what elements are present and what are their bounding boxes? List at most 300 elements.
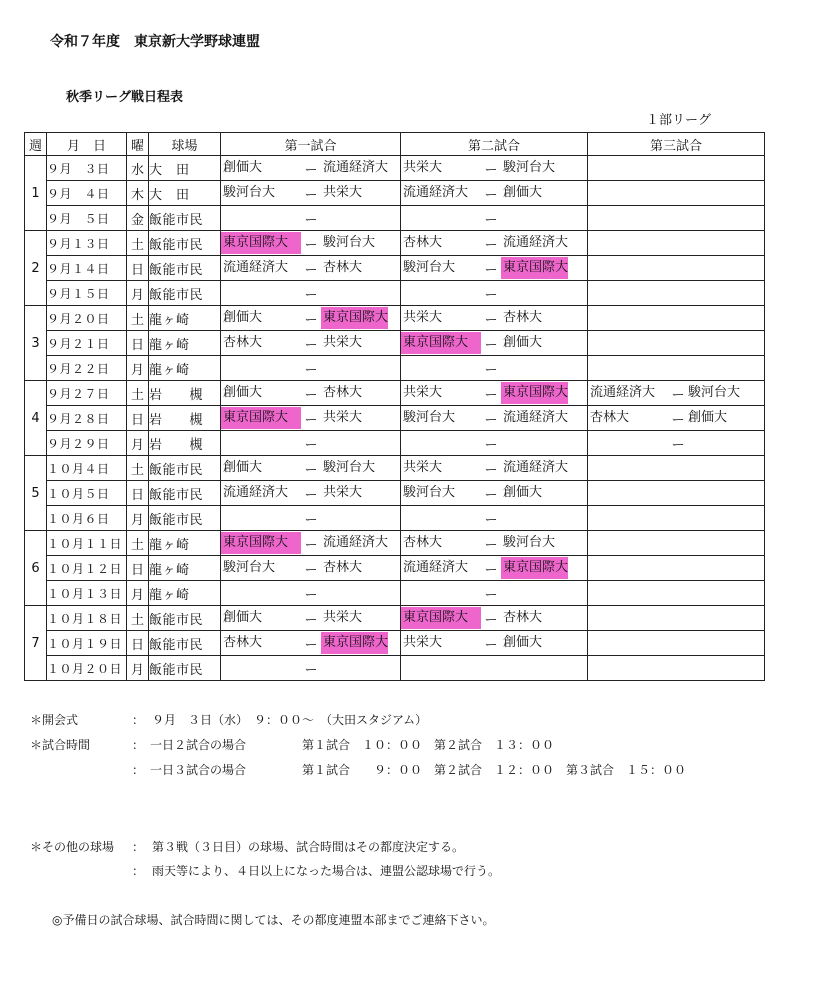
game-cell-game3 bbox=[588, 531, 765, 556]
three-games-times: 第１試合 ９：００ 第２試合 １２：００ 第３試合 １５：００ bbox=[302, 763, 687, 777]
week-number: 2 bbox=[25, 231, 47, 306]
day-of-week: 木 bbox=[127, 181, 149, 206]
team-home: 東京国際大 bbox=[221, 232, 301, 254]
game-cell-game3 bbox=[588, 556, 765, 581]
matchup bbox=[588, 406, 764, 430]
game-cell-game2 bbox=[401, 656, 588, 681]
versus-dash: ー bbox=[304, 162, 318, 178]
versus-dash: ー bbox=[484, 562, 498, 578]
match-date: ９月 ５日 bbox=[47, 206, 127, 231]
team-away: 駿河台大 bbox=[323, 460, 376, 475]
table-row bbox=[25, 531, 765, 556]
matchup bbox=[401, 631, 587, 655]
versus-dash: ー bbox=[671, 387, 685, 403]
team-home: 共栄大 bbox=[403, 635, 443, 650]
matchup bbox=[221, 581, 400, 605]
matchup bbox=[588, 381, 764, 405]
game-cell-game1 bbox=[221, 231, 401, 256]
game-cell-game1 bbox=[221, 356, 401, 381]
team-home: 駿河台大 bbox=[403, 410, 456, 425]
other-venue-text-2: 雨天等により、４日以上になった場合は、連盟公認球場で行う。 bbox=[152, 864, 501, 878]
team-away bbox=[321, 582, 323, 604]
match-date: １０月４日 bbox=[47, 456, 127, 481]
game-cell-game3 bbox=[588, 631, 765, 656]
versus-dash: ー bbox=[304, 487, 318, 503]
matchup bbox=[401, 481, 587, 505]
versus-dash: ー bbox=[304, 387, 318, 403]
three-games-label: 一日３試合の場合 bbox=[150, 763, 247, 777]
versus-dash: ー bbox=[304, 637, 318, 653]
team-home: 共栄大 bbox=[403, 385, 443, 400]
day-of-week: 土 bbox=[127, 606, 149, 631]
colon: ： bbox=[132, 864, 145, 878]
game-cell-game3 bbox=[588, 431, 765, 456]
day-of-week: 月 bbox=[127, 506, 149, 531]
versus-dash: ー bbox=[304, 337, 318, 353]
versus-dash: ー bbox=[484, 312, 498, 328]
venue: 大 田 bbox=[149, 181, 221, 206]
schedule-subtitle: 秋季リーグ戦日程表 bbox=[66, 90, 184, 105]
matchup bbox=[221, 156, 400, 180]
game-cell-game1 bbox=[221, 581, 401, 606]
table-row bbox=[25, 331, 765, 356]
versus-dash: ー bbox=[484, 612, 498, 628]
team-home: 流通経済大 bbox=[590, 385, 656, 400]
versus-dash: ー bbox=[304, 587, 318, 603]
venue: 龍ヶ崎 bbox=[149, 356, 221, 381]
header-game1: 第一試合 bbox=[221, 133, 401, 156]
versus-dash: ー bbox=[304, 562, 318, 578]
team-away: 共栄大 bbox=[323, 485, 363, 500]
team-away bbox=[321, 507, 323, 529]
header-date: 月 日 bbox=[47, 133, 127, 156]
team-home: 創価大 bbox=[223, 310, 263, 325]
team-home bbox=[221, 432, 301, 454]
matchup bbox=[401, 431, 587, 455]
match-date: １０月５日 bbox=[47, 481, 127, 506]
venue: 飯能市民 bbox=[149, 631, 221, 656]
header-venue: 球場 bbox=[149, 133, 221, 156]
team-away: 駿河台大 bbox=[688, 385, 741, 400]
versus-dash: ー bbox=[484, 162, 498, 178]
versus-dash: ー bbox=[304, 537, 318, 553]
day-of-week: 日 bbox=[127, 331, 149, 356]
venue: 岩 槻 bbox=[149, 431, 221, 456]
versus-dash: ー bbox=[484, 537, 498, 553]
table-row bbox=[25, 256, 765, 281]
team-away: 東京国際大 bbox=[501, 257, 568, 279]
venue: 飯能市民 bbox=[149, 506, 221, 531]
game-cell-game2 bbox=[401, 281, 588, 306]
versus-dash: ー bbox=[484, 487, 498, 503]
week-number: 6 bbox=[25, 531, 47, 606]
versus-dash: ー bbox=[304, 212, 318, 228]
versus-dash: ー bbox=[484, 387, 498, 403]
game-cell-game2 bbox=[401, 256, 588, 281]
game-cell-game2 bbox=[401, 631, 588, 656]
table-row bbox=[25, 456, 765, 481]
matchup bbox=[221, 656, 400, 680]
colon: ： bbox=[132, 713, 145, 727]
versus-dash: ー bbox=[304, 437, 318, 453]
game-cell-game3 bbox=[588, 156, 765, 181]
versus-dash: ー bbox=[484, 412, 498, 428]
team-home: 共栄大 bbox=[403, 310, 443, 325]
versus-dash: ー bbox=[484, 437, 498, 453]
team-away: 創価大 bbox=[688, 410, 728, 425]
table-row bbox=[25, 281, 765, 306]
match-date: １０月６日 bbox=[47, 506, 127, 531]
matchup bbox=[401, 381, 587, 405]
venue: 龍ヶ崎 bbox=[149, 556, 221, 581]
team-away: 東京国際大 bbox=[501, 557, 568, 579]
game-cell-game1 bbox=[221, 206, 401, 231]
game-cell-game1 bbox=[221, 556, 401, 581]
week-number: 4 bbox=[25, 381, 47, 456]
game-cell-game2 bbox=[401, 306, 588, 331]
match-time-label: ＊試合時間 bbox=[30, 738, 91, 752]
table-row bbox=[25, 431, 765, 456]
team-home: 杏林大 bbox=[590, 410, 630, 425]
team-home bbox=[401, 582, 481, 604]
table-row bbox=[25, 656, 765, 681]
game-cell-game3 bbox=[588, 606, 765, 631]
game-cell-game3 bbox=[588, 481, 765, 506]
game-cell-game1 bbox=[221, 306, 401, 331]
game-cell-game3 bbox=[588, 581, 765, 606]
table-row bbox=[25, 181, 765, 206]
matchup bbox=[401, 306, 587, 330]
match-date: ９月２７日 bbox=[47, 381, 127, 406]
game-cell-game1 bbox=[221, 406, 401, 431]
matchup bbox=[221, 306, 400, 330]
team-away: 創価大 bbox=[503, 335, 543, 350]
header-game3: 第三試合 bbox=[588, 133, 765, 156]
team-home: 杏林大 bbox=[223, 635, 263, 650]
game-cell-game1 bbox=[221, 656, 401, 681]
team-home: 杏林大 bbox=[403, 235, 443, 250]
versus-dash: ー bbox=[484, 287, 498, 303]
day-of-week: 月 bbox=[127, 281, 149, 306]
match-date: １０月１１日 bbox=[47, 531, 127, 556]
team-home bbox=[401, 357, 481, 379]
team-away: 流通経済大 bbox=[503, 460, 569, 475]
match-date: ９月 ４日 bbox=[47, 181, 127, 206]
other-venue-text-1: 第３戦（３日目）の球場、試合時間はその都度決定する。 bbox=[152, 840, 465, 854]
game-cell-game3 bbox=[588, 331, 765, 356]
header-game2: 第二試合 bbox=[401, 133, 588, 156]
matchup bbox=[221, 506, 400, 530]
game-cell-game1 bbox=[221, 181, 401, 206]
team-away: 創価大 bbox=[503, 185, 543, 200]
versus-dash: ー bbox=[304, 262, 318, 278]
game-cell-game3 bbox=[588, 381, 765, 406]
team-home: 創価大 bbox=[223, 460, 263, 475]
venue: 龍ヶ崎 bbox=[149, 581, 221, 606]
matchup bbox=[401, 506, 587, 530]
versus-dash: ー bbox=[304, 312, 318, 328]
team-home: 創価大 bbox=[223, 385, 263, 400]
venue: 飯能市民 bbox=[149, 231, 221, 256]
team-away bbox=[501, 282, 503, 304]
team-away bbox=[321, 357, 323, 379]
opening-label: ＊開会式 bbox=[30, 713, 79, 727]
versus-dash: ー bbox=[304, 512, 318, 528]
versus-dash: ー bbox=[484, 512, 498, 528]
matchup bbox=[221, 481, 400, 505]
team-away: 流通経済大 bbox=[323, 160, 389, 175]
team-away bbox=[321, 657, 323, 679]
game-cell-game1 bbox=[221, 606, 401, 631]
game-cell-game1 bbox=[221, 281, 401, 306]
team-home: 創価大 bbox=[223, 160, 263, 175]
team-home: 東京国際大 bbox=[401, 607, 481, 629]
versus-dash: ー bbox=[484, 237, 498, 253]
matchup bbox=[221, 456, 400, 480]
matchup bbox=[221, 631, 400, 655]
team-away: 杏林大 bbox=[503, 610, 543, 625]
versus-dash: ー bbox=[484, 587, 498, 603]
team-home: 流通経済大 bbox=[223, 485, 289, 500]
table-row bbox=[25, 481, 765, 506]
team-home: 駿河台大 bbox=[403, 485, 456, 500]
matchup bbox=[221, 356, 400, 380]
matchup bbox=[588, 431, 764, 455]
team-away: 駿河台大 bbox=[503, 535, 556, 550]
match-date: １０月１９日 bbox=[47, 631, 127, 656]
match-date: ９月２９日 bbox=[47, 431, 127, 456]
team-home: 駿河台大 bbox=[223, 560, 276, 575]
header-day: 曜 bbox=[127, 133, 149, 156]
table-row bbox=[25, 306, 765, 331]
day-of-week: 日 bbox=[127, 406, 149, 431]
matchup bbox=[221, 331, 400, 355]
versus-dash: ー bbox=[671, 437, 685, 453]
venue: 飯能市民 bbox=[149, 606, 221, 631]
team-away: 流通経済大 bbox=[503, 235, 569, 250]
team-away: 東京国際大 bbox=[501, 382, 568, 404]
team-away bbox=[501, 432, 503, 454]
matchup bbox=[401, 456, 587, 480]
matchup bbox=[401, 156, 587, 180]
team-home: 流通経済大 bbox=[403, 185, 469, 200]
matchup bbox=[401, 556, 587, 580]
team-away: 共栄大 bbox=[323, 185, 363, 200]
venue: 龍ヶ崎 bbox=[149, 531, 221, 556]
versus-dash: ー bbox=[304, 362, 318, 378]
team-away: 創価大 bbox=[503, 635, 543, 650]
team-home: 東京国際大 bbox=[221, 532, 301, 554]
game-cell-game3 bbox=[588, 506, 765, 531]
venue: 岩 槻 bbox=[149, 406, 221, 431]
day-of-week: 土 bbox=[127, 306, 149, 331]
team-home bbox=[401, 432, 481, 454]
team-home bbox=[401, 282, 481, 304]
matchup bbox=[221, 231, 400, 255]
game-cell-game1 bbox=[221, 156, 401, 181]
team-home: 駿河台大 bbox=[403, 260, 456, 275]
match-date: ９月１５日 bbox=[47, 281, 127, 306]
versus-dash: ー bbox=[671, 412, 685, 428]
match-date: ９月１３日 bbox=[47, 231, 127, 256]
league-label: １部リーグ bbox=[646, 113, 712, 128]
game-cell-game1 bbox=[221, 331, 401, 356]
matchup bbox=[221, 381, 400, 405]
versus-dash: ー bbox=[304, 187, 318, 203]
team-home: 駿河台大 bbox=[223, 185, 276, 200]
game-cell-game2 bbox=[401, 156, 588, 181]
team-away: 駿河台大 bbox=[323, 235, 376, 250]
game-cell-game3 bbox=[588, 281, 765, 306]
week-number: 7 bbox=[25, 606, 47, 681]
colon: ： bbox=[132, 738, 145, 752]
matchup bbox=[221, 556, 400, 580]
header-week: 週 bbox=[25, 133, 47, 156]
day-of-week: 日 bbox=[127, 256, 149, 281]
game-cell-game2 bbox=[401, 431, 588, 456]
match-date: １０月１２日 bbox=[47, 556, 127, 581]
venue: 飯能市民 bbox=[149, 206, 221, 231]
team-home bbox=[221, 282, 301, 304]
team-home bbox=[401, 207, 481, 229]
game-cell-game3 bbox=[588, 181, 765, 206]
versus-dash: ー bbox=[484, 337, 498, 353]
team-home: 流通経済大 bbox=[403, 560, 469, 575]
game-cell-game2 bbox=[401, 181, 588, 206]
matchup bbox=[401, 406, 587, 430]
game-cell-game2 bbox=[401, 356, 588, 381]
game-cell-game2 bbox=[401, 606, 588, 631]
team-home bbox=[588, 432, 670, 454]
team-away bbox=[501, 507, 503, 529]
venue: 大 田 bbox=[149, 156, 221, 181]
matchup bbox=[401, 581, 587, 605]
versus-dash: ー bbox=[304, 462, 318, 478]
day-of-week: 日 bbox=[127, 556, 149, 581]
game-cell-game2 bbox=[401, 406, 588, 431]
game-cell-game2 bbox=[401, 481, 588, 506]
team-away: 杏林大 bbox=[503, 310, 543, 325]
match-date: ９月２１日 bbox=[47, 331, 127, 356]
matchup bbox=[401, 281, 587, 305]
versus-dash: ー bbox=[304, 612, 318, 628]
team-home: 東京国際大 bbox=[401, 332, 481, 354]
game-cell-game3 bbox=[588, 356, 765, 381]
team-home bbox=[221, 207, 301, 229]
two-games-times: 第１試合 １０：００ 第２試合 １３：００ bbox=[302, 738, 555, 752]
week-number: 3 bbox=[25, 306, 47, 381]
game-cell-game1 bbox=[221, 256, 401, 281]
day-of-week: 日 bbox=[127, 481, 149, 506]
versus-dash: ー bbox=[484, 212, 498, 228]
game-cell-game3 bbox=[588, 656, 765, 681]
game-cell-game1 bbox=[221, 381, 401, 406]
day-of-week: 土 bbox=[127, 531, 149, 556]
game-cell-game2 bbox=[401, 381, 588, 406]
table-row bbox=[25, 406, 765, 431]
table-row bbox=[25, 606, 765, 631]
matchup bbox=[221, 206, 400, 230]
table-row bbox=[25, 556, 765, 581]
matchup bbox=[401, 231, 587, 255]
table-row bbox=[25, 356, 765, 381]
game-cell-game1 bbox=[221, 456, 401, 481]
page-title: 令和７年度 東京新大学野球連盟 bbox=[50, 34, 260, 50]
team-home: 杏林大 bbox=[403, 535, 443, 550]
team-home bbox=[401, 507, 481, 529]
versus-dash: ー bbox=[304, 662, 318, 678]
match-date: ９月１４日 bbox=[47, 256, 127, 281]
game-cell-game3 bbox=[588, 206, 765, 231]
matchup bbox=[401, 181, 587, 205]
game-cell-game1 bbox=[221, 431, 401, 456]
day-of-week: 土 bbox=[127, 231, 149, 256]
matchup bbox=[221, 181, 400, 205]
game-cell-game2 bbox=[401, 231, 588, 256]
table-row bbox=[25, 381, 765, 406]
table-row bbox=[25, 156, 765, 181]
game-cell-game3 bbox=[588, 456, 765, 481]
matchup bbox=[221, 531, 400, 555]
team-away bbox=[501, 207, 503, 229]
match-date: １０月１３日 bbox=[47, 581, 127, 606]
match-date: ９月２２日 bbox=[47, 356, 127, 381]
team-away: 共栄大 bbox=[323, 335, 363, 350]
versus-dash: ー bbox=[484, 262, 498, 278]
table-row bbox=[25, 581, 765, 606]
day-of-week: 土 bbox=[127, 381, 149, 406]
team-away: 東京国際大 bbox=[321, 307, 388, 329]
venue: 龍ヶ崎 bbox=[149, 306, 221, 331]
day-of-week: 月 bbox=[127, 431, 149, 456]
team-away: 駿河台大 bbox=[503, 160, 556, 175]
table-row bbox=[25, 631, 765, 656]
day-of-week: 日 bbox=[127, 631, 149, 656]
team-away bbox=[321, 282, 323, 304]
venue: 龍ヶ崎 bbox=[149, 331, 221, 356]
team-away bbox=[321, 432, 323, 454]
day-of-week: 水 bbox=[127, 156, 149, 181]
table-row bbox=[25, 506, 765, 531]
table-row bbox=[25, 206, 765, 231]
game-cell-game1 bbox=[221, 481, 401, 506]
team-home bbox=[221, 582, 301, 604]
matchup bbox=[401, 356, 587, 380]
match-date: ９月 ３日 bbox=[47, 156, 127, 181]
venue: 岩 槻 bbox=[149, 381, 221, 406]
opening-text: ９月 ３日（水） ９：００～ （大田スタジアム） bbox=[152, 713, 428, 727]
week-number: 1 bbox=[25, 156, 47, 231]
game-cell-game2 bbox=[401, 531, 588, 556]
day-of-week: 月 bbox=[127, 356, 149, 381]
schedule-table bbox=[24, 132, 765, 681]
game-cell-game2 bbox=[401, 506, 588, 531]
game-cell-game1 bbox=[221, 531, 401, 556]
team-away: 杏林大 bbox=[323, 260, 363, 275]
table-header-row bbox=[25, 133, 765, 156]
week-number: 5 bbox=[25, 456, 47, 531]
team-away bbox=[321, 207, 323, 229]
game-cell-game2 bbox=[401, 556, 588, 581]
team-away: 創価大 bbox=[503, 485, 543, 500]
game-cell-game2 bbox=[401, 581, 588, 606]
team-home: 杏林大 bbox=[223, 335, 263, 350]
reserve-day-note: ◎予備日の試合球場、試合時間に関しては、その都度連盟本部までご連絡下さい。 bbox=[52, 913, 495, 927]
team-away: 杏林大 bbox=[323, 560, 363, 575]
match-date: １０月２０日 bbox=[47, 656, 127, 681]
match-date: ９月２８日 bbox=[47, 406, 127, 431]
day-of-week: 月 bbox=[127, 656, 149, 681]
